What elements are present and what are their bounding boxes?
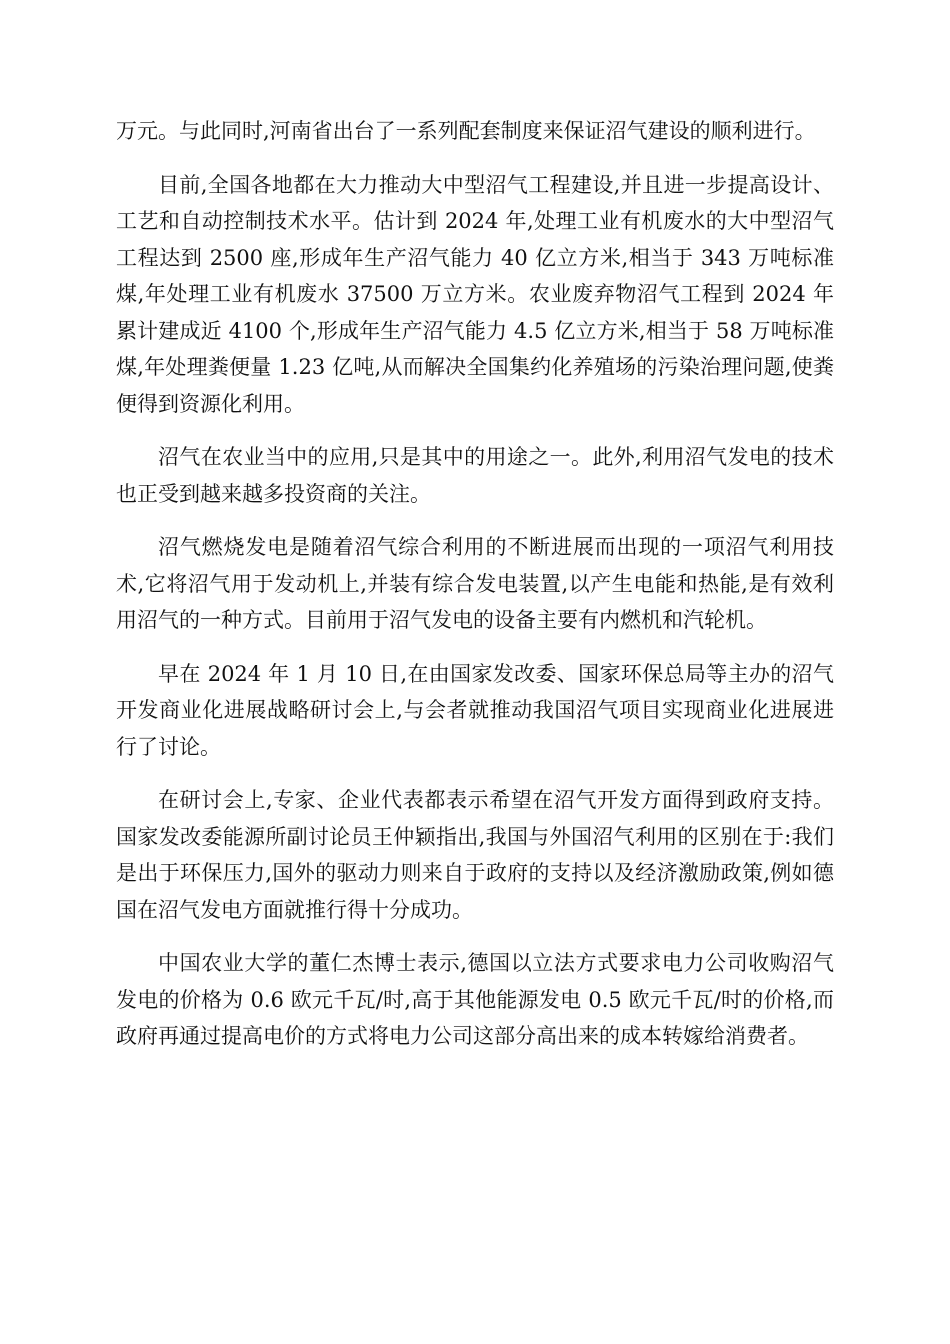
paragraph-germany-policy: 中国农业大学的董仁杰博士表示,德国以立法方式要求电力公司收购沼气发电的价格为 0.6 欧元千瓦/时,高于其他能源发电 0.5 欧元千瓦/时的价格,而政府再通过提高电价的方式将电力公司这部分高出来的成本转嫁给消费者。 <box>116 951 834 1048</box>
document-body <box>116 113 834 1072</box>
paragraph-seminar: 早在 2024 年 1 月 10 日,在由国家发改委、国家环保总局等主办的沼气开发商业化进展战略研讨会上,与会者就推动我国沼气项目实现商业化进展进行了讨论。 <box>116 661 834 759</box>
paragraph-seminar-views: 在研讨会上,专家、企业代表都表示希望在沼气开发方面得到政府支持。国家发改委能源所副讨论员王仲颖指出,我国与外国沼气利用的区别在于:我们是出于环保压力,国外的驱动力则来自于政府的支持以及经济激励政策,例如德国在沼气发电方面就推行得十分成功。 <box>116 788 834 922</box>
paragraph-biogas-uses: 沼气在农业当中的应用,只是其中的用途之一。此外,利用沼气发电的技术也正受到越来越多投资商的关注。 <box>116 445 834 506</box>
paragraph-biogas-projects: 目前,全国各地都在大力推动大中型沼气工程建设,并且进一步提高设计、工艺和自动控制技术水平。估计到 2024 年,处理工业有机废水的大中型沼气工程达到 2500 座,形成年生产沼气能力 40 亿立方米,相当于 343 万吨标准煤,年处理工业有机废水 37500 万立方米。农业废弃物沼气工程到 2024 年累计建成近 4100 个,形成年生产沼气能力 4.5 亿立方米,相当于 58 万吨标准煤,年处理粪便量 1.23 亿吨,从而解决全国集约化养殖场的污染治理问题,使粪便得到资源化利用。 <box>116 172 834 416</box>
paragraph-continued: 万元。与此同时,河南省出台了一系列配套制度来保证沼气建设的顺利进行。 <box>116 119 816 143</box>
paragraph-biogas-power: 沼气燃烧发电是随着沼气综合利用的不断进展而出现的一项沼气利用技术,它将沼气用于发动机上,并装有综合发电装置,以产生电能和热能,是有效利用沼气的一种方式。目前用于沼气发电的设备主要有内燃机和汽轮机。 <box>116 535 834 632</box>
